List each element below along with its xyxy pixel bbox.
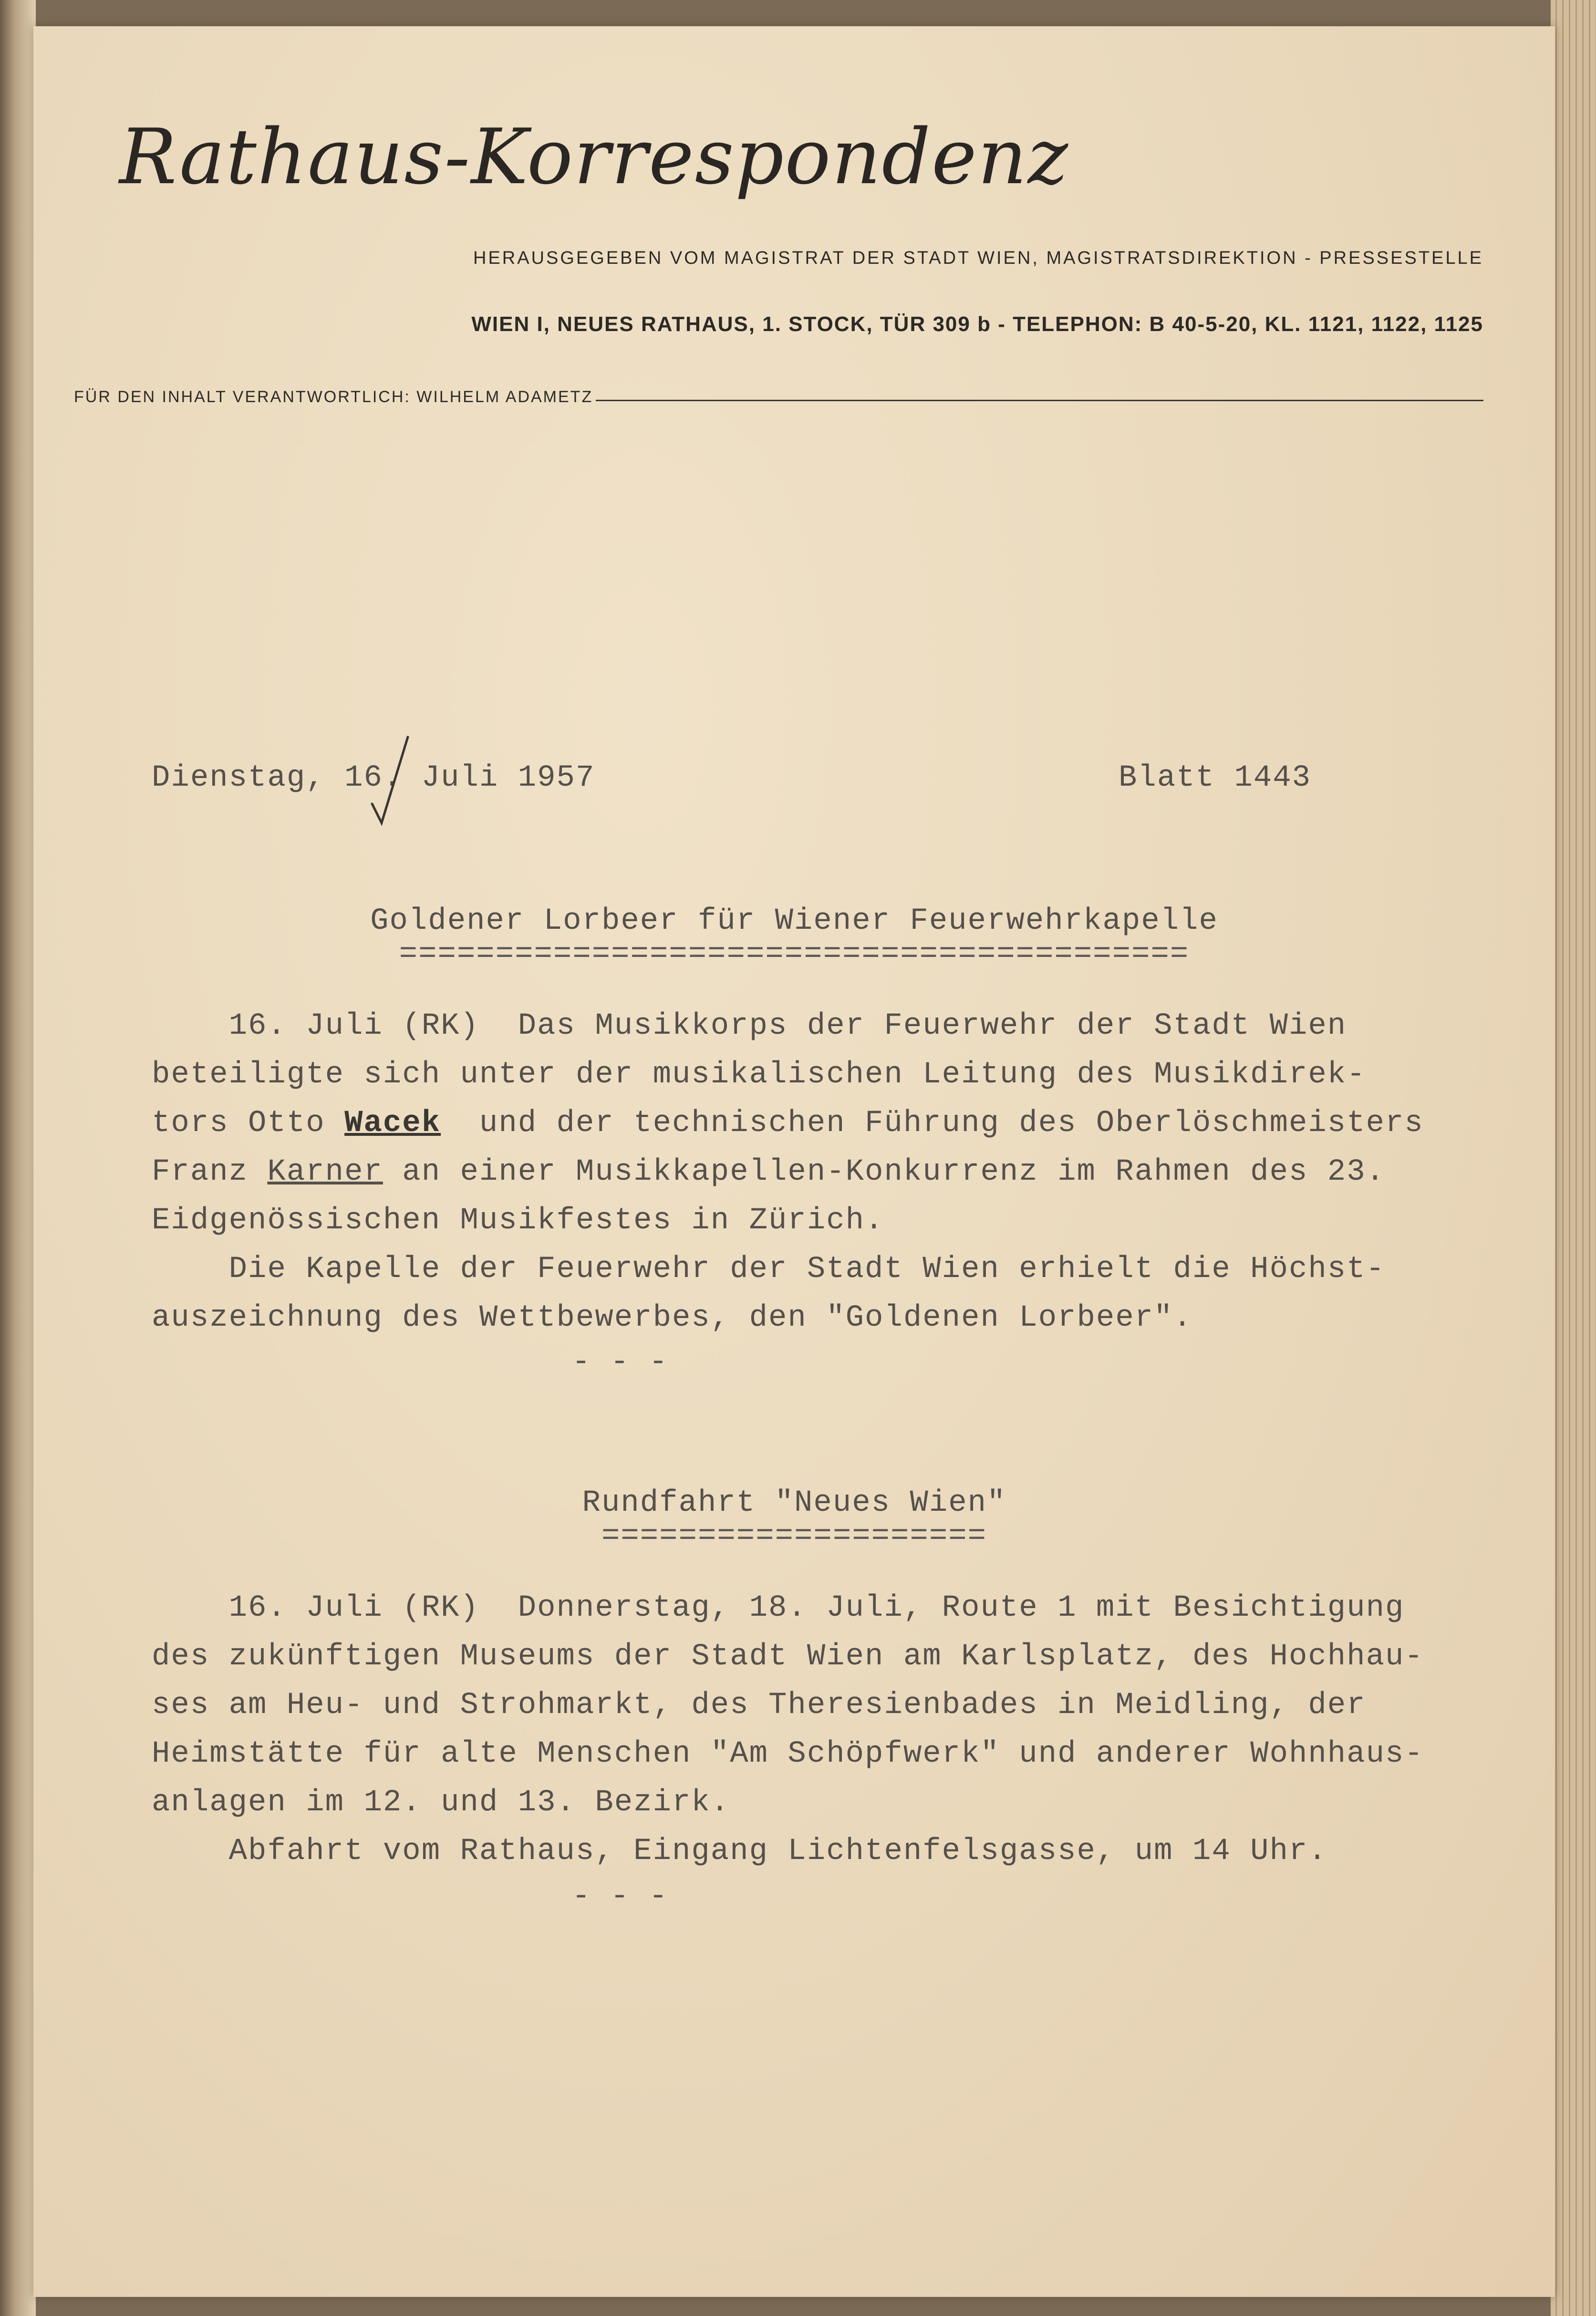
paragraph-line: 16. Juli (RK) Das Musikkorps der Feuerwehr der Stadt Wien (152, 1009, 1347, 1043)
paragraph-line: des zukünftigen Museums der Stadt Wien am Karlsplatz, des Hochhau- (152, 1640, 1424, 1674)
text-span: an einer Musikkapellen-Konkurrenz im Rahmen des 23. (383, 1155, 1385, 1189)
headline-underline: ========================================= (399, 937, 1190, 972)
responsible-editor-text: FÜR DEN INHALT VERANTWORTLICH: WILHELM ADAMETZ (74, 388, 593, 406)
paragraph-line: ses am Heu- und Strohmarkt, des Theresienbades in Meidling, der (152, 1688, 1366, 1723)
text-span: Franz (152, 1155, 268, 1189)
sheet-number: Blatt 1443 (1119, 761, 1312, 795)
headline-underline: ==================== (601, 1519, 987, 1554)
underlined-name: Karner (267, 1155, 383, 1189)
document-page (33, 26, 1555, 2297)
underlined-name: Wacek (344, 1106, 441, 1141)
address-line: WIEN I, NEUES RATHAUS, 1. STOCK, TÜR 309 b - TELEPHON: B 40-5-20, KL. 1121, 1122, 1125 (471, 312, 1483, 336)
paragraph-line: Die Kapelle der Feuerwehr der Stadt Wien erhielt die Höchst- (152, 1252, 1385, 1287)
paragraph-line: anlagen im 12. und 13. Bezirk. (152, 1786, 730, 1820)
book-page-edges-right (1551, 0, 1596, 2316)
paragraph-line: Heimstätte für alte Menschen "Am Schöpfwerk" und anderer Wohnhaus- (152, 1737, 1424, 1771)
text-span: und der technischen Führung des Oberlöschmeisters (441, 1106, 1424, 1141)
divider-rule (596, 400, 1483, 401)
date-line: Dienstag, 16. Juli 1957 (152, 761, 595, 795)
masthead-title: Rathaus-Korrespondenz (119, 112, 1069, 201)
article-headline: Goldener Lorbeer für Wiener Feuerwehrkapelle (370, 904, 1218, 938)
responsible-editor-line (74, 388, 1483, 406)
paragraph-line: Eidgenössischen Musikfestes in Zürich. (152, 1204, 884, 1238)
article-end-marker: - - - (571, 1345, 669, 1380)
paragraph-line: Abfahrt vom Rathaus, Eingang Lichtenfelsgasse, um 14 Uhr. (152, 1834, 1327, 1869)
article-end-marker: - - - (571, 1880, 669, 1914)
text-span: tors Otto (152, 1106, 345, 1141)
publisher-line: HERAUSGEGEBEN VOM MAGISTRAT DER STADT WIEN, MAGISTRATSDIREKTION - PRESSESTELLE (473, 248, 1483, 268)
paragraph-line: auszeichnung des Wettbewerbes, den "Goldenen Lorbeer". (152, 1301, 1192, 1335)
paragraph-line (152, 1099, 1487, 1148)
pencil-check-mark (367, 732, 410, 828)
article-headline: Rundfahrt "Neues Wien" (582, 1486, 1006, 1520)
book-binding-left (0, 0, 36, 2316)
paragraph-line: 16. Juli (RK) Donnerstag, 18. Juli, Route 1 mit Besichtigung (152, 1591, 1405, 1625)
paragraph-line (152, 1148, 1487, 1196)
paragraph-line: beteiligte sich unter der musikalischen Leitung des Musikdirek- (152, 1058, 1366, 1092)
